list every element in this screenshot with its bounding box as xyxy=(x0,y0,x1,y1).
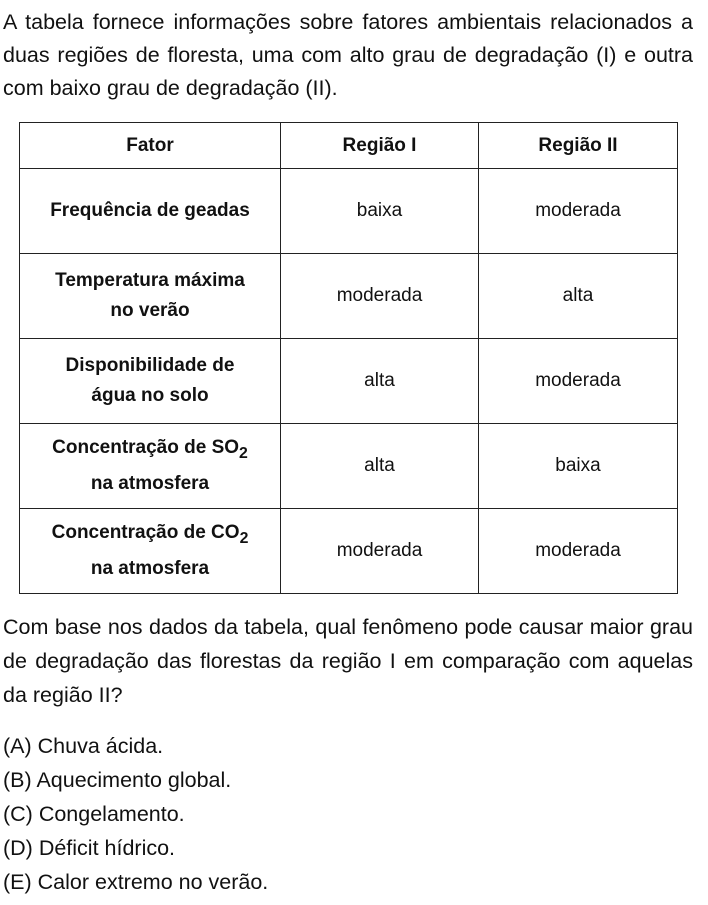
option-e: (E) Calor extremo no verão. xyxy=(3,870,269,894)
environmental-factors-table xyxy=(19,122,678,594)
region-1-value: alta xyxy=(281,339,479,424)
factor-label: Frequência de geadas xyxy=(50,200,250,221)
option-a: (A) Chuva ácida. xyxy=(3,734,164,758)
region-2-value: moderada xyxy=(479,169,678,254)
option-b: (B) Aquecimento global. xyxy=(3,768,232,792)
table-row xyxy=(20,424,678,509)
factor-cell xyxy=(20,169,281,254)
factor-label-line-1: Disponibilidade de xyxy=(65,355,235,376)
answer-options xyxy=(3,729,268,899)
factor-label-line-1: Temperatura máxima xyxy=(55,270,245,291)
table-row xyxy=(20,509,678,594)
factor-cell xyxy=(20,509,281,594)
option-c: (C) Congelamento. xyxy=(3,802,185,826)
question-text: Com base nos dados da tabela, qual fenômeno pode causar maior grau de degradação das florestas da região I em comparação com aquelas da região II? xyxy=(3,615,693,707)
intro-paragraph: A tabela fornece informações sobre fatores ambientais relacionados a duas regiões de floresta, uma com alto grau de degradação (I) e outra com baixo grau de degradação (II). xyxy=(3,10,693,100)
factor-label-line-2: na atmosfera xyxy=(90,472,210,494)
header-region-2: Região II xyxy=(479,123,678,169)
header-region-1: Região I xyxy=(281,123,479,169)
factor-cell xyxy=(20,424,281,509)
table-row xyxy=(20,169,678,254)
factor-cell xyxy=(20,254,281,339)
region-2-value: moderada xyxy=(479,509,678,594)
subscript-2: 2 xyxy=(239,444,248,462)
region-1-value: baixa xyxy=(281,169,479,254)
table-row xyxy=(20,254,678,339)
header-factor: Fator xyxy=(20,123,281,169)
region-1-value: moderada xyxy=(281,509,479,594)
factor-label-line-1: Concentração de CO xyxy=(51,522,240,544)
region-2-value: moderada xyxy=(479,339,678,424)
factor-label-line-2: na atmosfera xyxy=(90,557,210,579)
factor-label-line-2: no verão xyxy=(110,300,190,321)
region-2-value: alta xyxy=(479,254,678,339)
subscript-2: 2 xyxy=(239,529,249,547)
region-1-value: alta xyxy=(281,424,479,509)
table-row xyxy=(20,339,678,424)
region-2-value: baixa xyxy=(479,424,678,509)
factor-cell xyxy=(20,339,281,424)
region-1-value: moderada xyxy=(281,254,479,339)
factor-label-line-2: água no solo xyxy=(91,385,209,406)
factor-label-line-1: Concentração de SO xyxy=(52,437,240,459)
option-d: (D) Déficit hídrico. xyxy=(3,836,176,860)
table-header-row xyxy=(20,123,678,169)
